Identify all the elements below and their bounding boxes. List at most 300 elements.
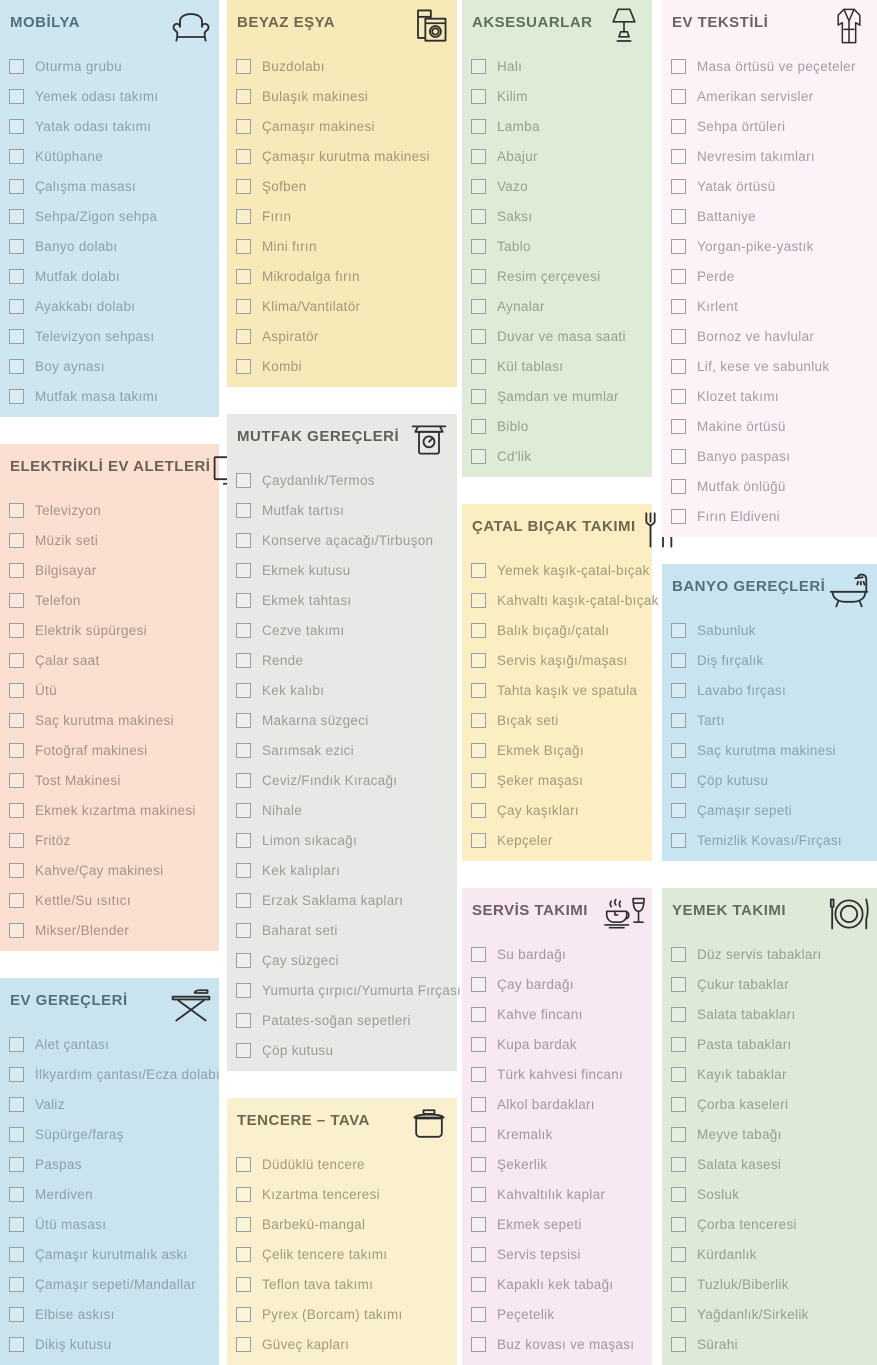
checklist-item [462,1149,652,1179]
checklist-item [462,81,652,111]
panel-catal-bicak-takimi [462,504,659,861]
item-label: Kombi [262,358,302,374]
item-label: Su bardağı [497,946,567,962]
item-checkbox[interactable] [236,1217,251,1232]
item-label: Çorba kaseleri [697,1096,789,1112]
item-checkbox[interactable] [671,149,686,164]
checklist-item [462,1299,652,1329]
item-label: Çamaşır kurutma makinesi [262,148,430,164]
item-checkbox[interactable] [671,179,686,194]
checklist-item [662,1299,877,1329]
item-label: Bıçak seti [497,712,559,728]
checklist-item [0,1209,219,1239]
item-label: Barbekü-mangal [262,1216,366,1232]
item-checkbox[interactable] [671,1307,686,1322]
item-checkbox[interactable] [671,59,686,74]
item-label: Sosluk [697,1186,740,1202]
item-checkbox[interactable] [671,449,686,464]
item-checkbox[interactable] [671,803,686,818]
item-checkbox[interactable] [236,623,251,638]
checklist-item [662,201,877,231]
item-checkbox[interactable] [671,1127,686,1142]
item-checkbox[interactable] [9,1187,24,1202]
panel-aksesuarlar [462,0,652,477]
item-label: Tuzluk/Biberlik [697,1276,789,1292]
panel-header [462,0,652,46]
item-checkbox[interactable] [236,653,251,668]
checklist-item [662,111,877,141]
item-label: Çalışma masası [35,178,136,194]
item-checkbox[interactable] [9,1097,24,1112]
column-2 [227,0,462,1365]
kitchen-scale-icon [407,420,451,460]
checklist-item [462,939,652,969]
item-label: Teflon tava takımı [262,1276,374,1292]
checklist-item [462,645,652,675]
item-checkbox[interactable] [471,1097,486,1112]
checklist-item [662,51,877,81]
checklist-item [462,1239,652,1269]
checklist-item [662,441,877,471]
item-checkbox[interactable] [236,209,251,224]
item-checkbox[interactable] [471,119,486,134]
item-checkbox[interactable] [471,59,486,74]
panel-header [0,978,219,1024]
item-label: Elbise askısı [35,1306,115,1322]
item-checkbox[interactable] [471,1007,486,1022]
item-checkbox[interactable] [471,653,486,668]
checklist-item [227,111,457,141]
item-checkbox[interactable] [671,119,686,134]
item-label: Mikrodalga fırın [262,268,360,284]
panel-header [462,504,652,550]
item-checkbox[interactable] [236,1157,251,1172]
item-checkbox[interactable] [671,419,686,434]
checklist-item [227,291,457,321]
checklist-item [227,615,457,645]
item-checkbox[interactable] [671,329,686,344]
item-label: Paspas [35,1156,82,1172]
item-label: Kürdanlık [697,1246,757,1262]
item-checkbox[interactable] [9,923,24,938]
item-checkbox[interactable] [9,359,24,374]
item-checkbox[interactable] [471,743,486,758]
panel-header [662,888,877,934]
item-checkbox[interactable] [9,683,24,698]
checklist-item [462,675,652,705]
item-label: Tahta kaşık ve spatula [497,682,638,698]
item-label: Kremalık [497,1126,553,1142]
item-checkbox[interactable] [9,863,24,878]
item-label: Bilgisayar [35,562,97,578]
item-label: Fırın [262,208,292,224]
item-checkbox[interactable] [471,1157,486,1172]
checklist-item [662,1209,877,1239]
item-checkbox[interactable] [471,947,486,962]
item-checkbox[interactable] [671,389,686,404]
item-checkbox[interactable] [471,449,486,464]
item-checkbox[interactable] [9,1037,24,1052]
checklist-item [662,645,877,675]
checklist-item [462,705,652,735]
item-checkbox[interactable] [236,269,251,284]
item-checkbox[interactable] [9,1307,24,1322]
item-label: Elektrik süpürgesi [35,622,147,638]
item-label: Balık bıçağı/çatalı [497,622,610,638]
item-checkbox[interactable] [236,563,251,578]
checklist-item [0,171,219,201]
item-checkbox[interactable] [236,59,251,74]
item-checkbox[interactable] [9,329,24,344]
item-checkbox[interactable] [471,359,486,374]
item-label: Şekerlik [497,1156,548,1172]
checklist-item [227,855,457,885]
checklist-item [227,675,457,705]
item-checkbox[interactable] [236,1013,251,1028]
item-checkbox[interactable] [671,299,686,314]
panel-tencere-tava [227,1098,457,1365]
item-label: Lavabo fırçası [697,682,786,698]
item-checkbox[interactable] [236,503,251,518]
item-checkbox[interactable] [9,1277,24,1292]
checklist-item [0,1269,219,1299]
item-checkbox[interactable] [9,563,24,578]
item-checkbox[interactable] [671,623,686,638]
item-label: Çöp kutusu [697,772,769,788]
item-label: Kahvaltı kaşık-çatal-bıçak [497,592,659,608]
item-checkbox[interactable] [471,239,486,254]
checklist-item [227,261,457,291]
item-label: Vazo [497,178,528,194]
item-checkbox[interactable] [671,743,686,758]
item-checkbox[interactable] [671,509,686,524]
checklist-item [0,201,219,231]
item-label: Düz servis tabakları [697,946,822,962]
item-checkbox[interactable] [471,683,486,698]
item-checkbox[interactable] [471,209,486,224]
item-checkbox[interactable] [236,329,251,344]
item-list [662,615,877,855]
checklist-item [227,141,457,171]
item-label: Kettle/Su ısıtıcı [35,892,131,908]
checklist-item [662,351,877,381]
item-label: Servis tepsisi [497,1246,581,1262]
item-checkbox[interactable] [471,149,486,164]
item-label: Kahvaltılık kaplar [497,1186,606,1202]
item-checkbox[interactable] [471,593,486,608]
checklist-item [227,915,457,945]
item-checkbox[interactable] [236,149,251,164]
checklist-item [462,825,652,855]
checklist-item [662,171,877,201]
item-checkbox[interactable] [236,983,251,998]
item-list [227,1149,457,1359]
panel-title: BANYO GEREÇLERİ [672,578,826,595]
cup-glass-icon [602,894,646,934]
item-checkbox[interactable] [671,1247,686,1262]
item-checkbox[interactable] [9,149,24,164]
item-list [462,555,659,855]
item-checkbox[interactable] [9,893,24,908]
panel-title: TENCERE – TAVA [237,1112,370,1129]
ironing-board-icon [169,984,213,1024]
item-checkbox[interactable] [471,977,486,992]
item-label: Ceviz/Fındık Kıracağı [262,772,398,788]
item-checkbox[interactable] [9,89,24,104]
item-label: Şamdan ve mumlar [497,388,619,404]
checklist-item [662,81,877,111]
checklist-item [0,141,219,171]
item-checkbox[interactable] [9,1157,24,1172]
item-checkbox[interactable] [671,269,686,284]
item-checkbox[interactable] [236,773,251,788]
checklist-item [0,1329,219,1359]
item-label: Limon sıkacağı [262,832,357,848]
item-checkbox[interactable] [471,833,486,848]
item-list [662,51,877,531]
item-checkbox[interactable] [236,683,251,698]
item-checkbox[interactable] [671,359,686,374]
checklist-item [227,321,457,351]
item-checkbox[interactable] [236,593,251,608]
item-label: Şofben [262,178,307,194]
item-checkbox[interactable] [471,389,486,404]
item-label: Çukur tabaklar [697,976,789,992]
item-checkbox[interactable] [671,1217,686,1232]
item-checkbox[interactable] [9,533,24,548]
item-checkbox[interactable] [9,1247,24,1262]
item-checkbox[interactable] [236,473,251,488]
checklist-item [227,825,457,855]
item-checkbox[interactable] [236,1337,251,1352]
panel-title: MUTFAK GEREÇLERİ [237,428,400,445]
item-checkbox[interactable] [236,299,251,314]
item-checkbox[interactable] [471,1337,486,1352]
item-label: Ekmek tahtası [262,592,352,608]
checklist-item [462,765,652,795]
item-label: Buz kovası ve maşası [497,1336,635,1352]
item-checkbox[interactable] [236,119,251,134]
item-checkbox[interactable] [236,713,251,728]
item-checkbox[interactable] [236,803,251,818]
item-checkbox[interactable] [9,713,24,728]
item-checkbox[interactable] [236,239,251,254]
checklist-item [0,915,219,945]
item-checkbox[interactable] [471,623,486,638]
panel-title: SERVİS TAKIMI [472,902,588,919]
item-label: Güveç kapları [262,1336,350,1352]
item-checkbox[interactable] [9,209,24,224]
item-checkbox[interactable] [9,1337,24,1352]
item-checkbox[interactable] [671,773,686,788]
checklist-item [662,381,877,411]
item-label: Yorgan-pike-yastık [697,238,814,254]
item-checkbox[interactable] [671,653,686,668]
item-label: Telefon [35,592,81,608]
checklist-item [227,231,457,261]
item-label: Merdiven [35,1186,93,1202]
item-checkbox[interactable] [236,1043,251,1058]
item-checkbox[interactable] [471,269,486,284]
item-checkbox[interactable] [471,1217,486,1232]
item-label: Erzak Saklama kapları [262,892,404,908]
item-checkbox[interactable] [671,209,686,224]
item-checkbox[interactable] [9,803,24,818]
item-checkbox[interactable] [671,977,686,992]
item-label: Ütü [35,682,57,698]
item-label: Ekmek kutusu [262,562,351,578]
item-checkbox[interactable] [9,1217,24,1232]
item-checkbox[interactable] [471,419,486,434]
panel-title: MOBİLYA [10,14,80,31]
item-list [462,51,652,471]
item-list [462,939,652,1359]
item-checkbox[interactable] [471,89,486,104]
item-checkbox[interactable] [9,1127,24,1142]
item-checkbox[interactable] [9,179,24,194]
item-checkbox[interactable] [236,923,251,938]
item-checkbox[interactable] [471,1247,486,1262]
item-checkbox[interactable] [671,947,686,962]
item-checkbox[interactable] [9,119,24,134]
item-checkbox[interactable] [671,479,686,494]
item-checkbox[interactable] [671,1007,686,1022]
item-checkbox[interactable] [471,773,486,788]
item-checkbox[interactable] [471,1187,486,1202]
checklist-item [662,939,877,969]
checklist-item [0,1029,219,1059]
checklist-item [662,705,877,735]
checklist-item [462,1029,652,1059]
item-checkbox[interactable] [671,1037,686,1052]
item-checkbox[interactable] [9,653,24,668]
item-checkbox[interactable] [471,1307,486,1322]
item-checkbox[interactable] [236,893,251,908]
item-checkbox[interactable] [671,89,686,104]
panel-header [227,414,457,460]
item-label: Sabunluk [697,622,756,638]
item-checkbox[interactable] [671,713,686,728]
item-checkbox[interactable] [671,1157,686,1172]
item-checkbox[interactable] [471,299,486,314]
item-checkbox[interactable] [9,743,24,758]
checklist-item [0,1179,219,1209]
item-label: Kahve/Çay makinesi [35,862,164,878]
item-label: Bulaşık makinesi [262,88,369,104]
bathtub-icon [827,570,871,610]
checklist-item [227,555,457,585]
item-checkbox[interactable] [671,1067,686,1082]
checklist-item [662,1089,877,1119]
item-list [227,51,457,381]
checklist-item [227,1149,457,1179]
item-checkbox[interactable] [671,1097,686,1112]
item-checkbox[interactable] [671,1187,686,1202]
item-checkbox[interactable] [236,833,251,848]
item-checkbox[interactable] [471,1037,486,1052]
item-checkbox[interactable] [236,89,251,104]
checklist-item [0,675,219,705]
fridge-washer-icon [407,6,451,46]
item-label: Cezve takımı [262,622,345,638]
item-checkbox[interactable] [9,833,24,848]
item-checkbox[interactable] [236,953,251,968]
checklist-item [462,1209,652,1239]
item-checkbox[interactable] [671,833,686,848]
item-label: Mutfak dolabı [35,268,120,284]
panel-header [227,1098,457,1144]
item-checkbox[interactable] [9,239,24,254]
checklist-item [0,1119,219,1149]
item-checkbox[interactable] [471,1127,486,1142]
item-checkbox[interactable] [9,593,24,608]
item-checkbox[interactable] [9,623,24,638]
item-checkbox[interactable] [9,1067,24,1082]
item-checkbox[interactable] [9,299,24,314]
item-label: Kayık tabaklar [697,1066,787,1082]
item-checkbox[interactable] [236,533,251,548]
item-checkbox[interactable] [9,389,24,404]
item-label: Temizlik Kovası/Fırçası [697,832,842,848]
item-checkbox[interactable] [471,1277,486,1292]
item-checkbox[interactable] [671,239,686,254]
item-checkbox[interactable] [671,1337,686,1352]
item-label: Nihale [262,802,303,818]
item-label: Kek kalıbı [262,682,325,698]
item-checkbox[interactable] [9,59,24,74]
checklist-item [0,735,219,765]
checklist-item [662,1059,877,1089]
item-checkbox[interactable] [9,773,24,788]
item-checkbox[interactable] [471,803,486,818]
item-checkbox[interactable] [236,863,251,878]
item-label: Saç kurutma makinesi [697,742,836,758]
checklist-item [0,1239,219,1269]
item-checkbox[interactable] [471,329,486,344]
item-checkbox[interactable] [236,359,251,374]
panel-header [0,444,219,490]
checklist-item [227,945,457,975]
item-checkbox[interactable] [236,1247,251,1262]
item-checkbox[interactable] [236,179,251,194]
item-checkbox[interactable] [471,713,486,728]
item-checkbox[interactable] [471,179,486,194]
item-checkbox[interactable] [236,1307,251,1322]
item-checkbox[interactable] [671,1277,686,1292]
item-label: Lamba [497,118,540,134]
item-checkbox[interactable] [9,503,24,518]
item-checkbox[interactable] [236,1187,251,1202]
checklist-item [462,51,652,81]
item-checkbox[interactable] [671,683,686,698]
checklist-item [0,291,219,321]
item-checkbox[interactable] [9,269,24,284]
item-label: Rende [262,652,304,668]
item-list [0,1029,219,1359]
item-label: Kilim [497,88,528,104]
checklist-item [227,795,457,825]
item-checkbox[interactable] [236,743,251,758]
item-label: Sehpa/Zigon sehpa [35,208,158,224]
checklist-item [662,795,877,825]
checklist-item [0,261,219,291]
item-checkbox[interactable] [236,1277,251,1292]
pot-icon [407,1104,451,1144]
checklist-item [462,111,652,141]
item-checkbox[interactable] [471,1067,486,1082]
item-label: Mini fırın [262,238,317,254]
item-checkbox[interactable] [471,563,486,578]
